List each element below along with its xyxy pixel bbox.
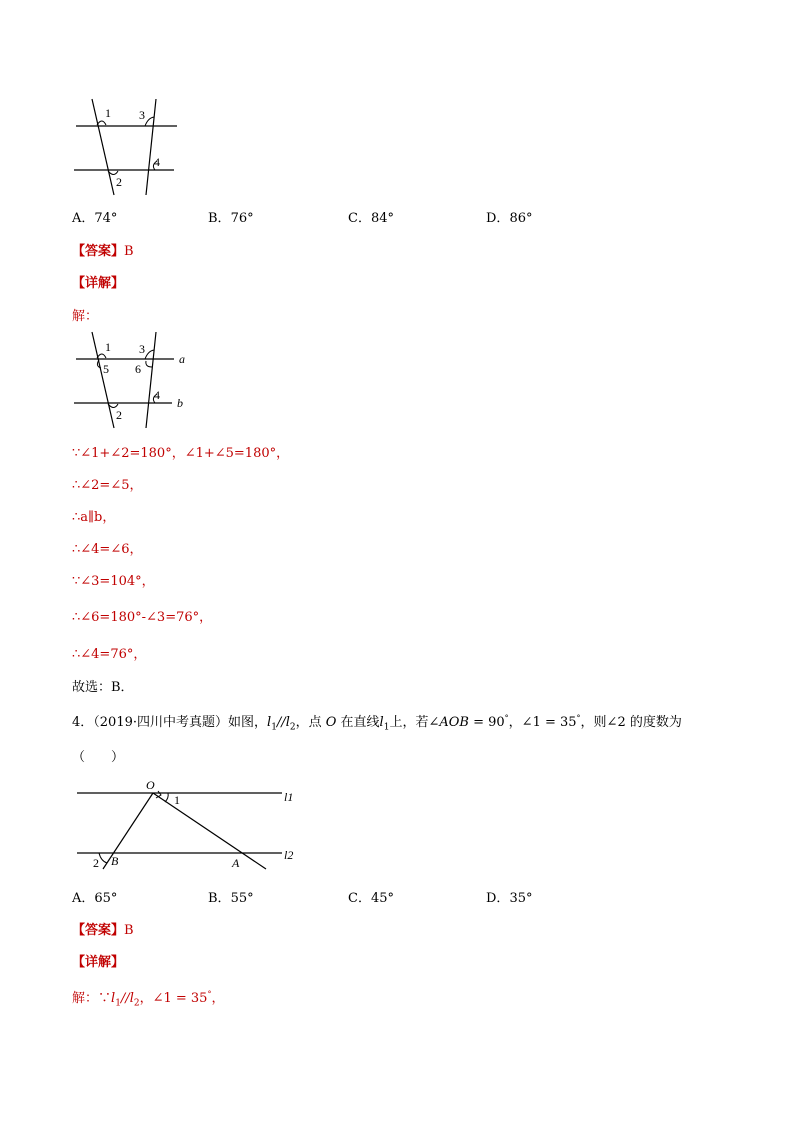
fig1-label-3: 3 (139, 108, 145, 122)
q4-option-d[interactable]: D．35° (486, 891, 533, 906)
figure-triangle-parallel (70, 775, 310, 875)
q3-detail-label: 【详解】 (72, 276, 125, 291)
q3-answer: 【答案】B (72, 244, 134, 259)
q3-option-a[interactable]: A．74° (72, 211, 118, 226)
fig2-label-2: 2 (116, 408, 122, 422)
q4-question-text: 4．（2019·四川中考真题）如图，$l_1//l_2$，点 O 在直线$l_1$上，若∠AOB = 90°，∠1 = 35°，则∠2 的度数为 (72, 713, 682, 733)
q4-answer-paren: （ ） (72, 750, 125, 765)
q4-solution-line: 解：$\because l_1//l_2$，∠1 = 35°， (72, 989, 225, 1009)
q3-option-d[interactable]: D．86° (486, 211, 533, 226)
fig3-label-o: O (146, 778, 155, 792)
fig2-label-1: 1 (105, 340, 111, 354)
q4-option-c[interactable]: C．45° (348, 891, 394, 906)
fig3-label-l2: l2 (284, 848, 294, 862)
fig1-label-2: 2 (116, 175, 122, 189)
fig2-label-b: b (177, 396, 183, 410)
figure-parallel-lines-1 (68, 95, 193, 200)
fig3-label-2: 2 (93, 856, 99, 870)
fig2-label-5: 5 (103, 362, 109, 376)
q3-step-3: ∴a∥b， (72, 510, 116, 525)
q4-answer: 【答案】B (72, 923, 134, 938)
fig3-label-b: B (111, 854, 119, 868)
fig3-label-1: 1 (174, 793, 180, 807)
q3-step-7: ∴∠4=76°， (72, 647, 147, 662)
q3-step-1: ∵∠1+∠2=180°，∠1+∠5=180°， (72, 446, 290, 461)
q3-step-5: ∵∠3=104°， (72, 574, 155, 589)
q4-option-a[interactable]: A．65° (72, 891, 118, 906)
figure-parallel-lines-2 (68, 328, 198, 431)
fig2-label-3: 3 (139, 342, 145, 356)
fig3-label-l1: l1 (284, 790, 294, 804)
fig2-label-a: a (179, 352, 185, 366)
fig3-label-a: A (232, 856, 240, 870)
q3-step-6: ∴∠6=180°-∠3=76°， (72, 610, 213, 625)
q3-step-4: ∴∠4=∠6， (72, 542, 143, 557)
fig1-label-4: 4 (154, 155, 160, 169)
q4-option-b[interactable]: B．55° (208, 891, 254, 906)
fig2-label-6: 6 (135, 362, 141, 376)
fig1-label-1: 1 (105, 106, 111, 120)
q3-step-2: ∴∠2=∠5， (72, 478, 143, 493)
q4-detail-label: 【详解】 (72, 955, 125, 970)
q3-conclusion: 故选：B． (72, 680, 134, 695)
q3-solution-intro: 解： (72, 309, 99, 324)
q3-option-b[interactable]: B．76° (208, 211, 254, 226)
q3-option-c[interactable]: C．84° (348, 211, 394, 226)
fig2-label-4: 4 (154, 388, 160, 402)
